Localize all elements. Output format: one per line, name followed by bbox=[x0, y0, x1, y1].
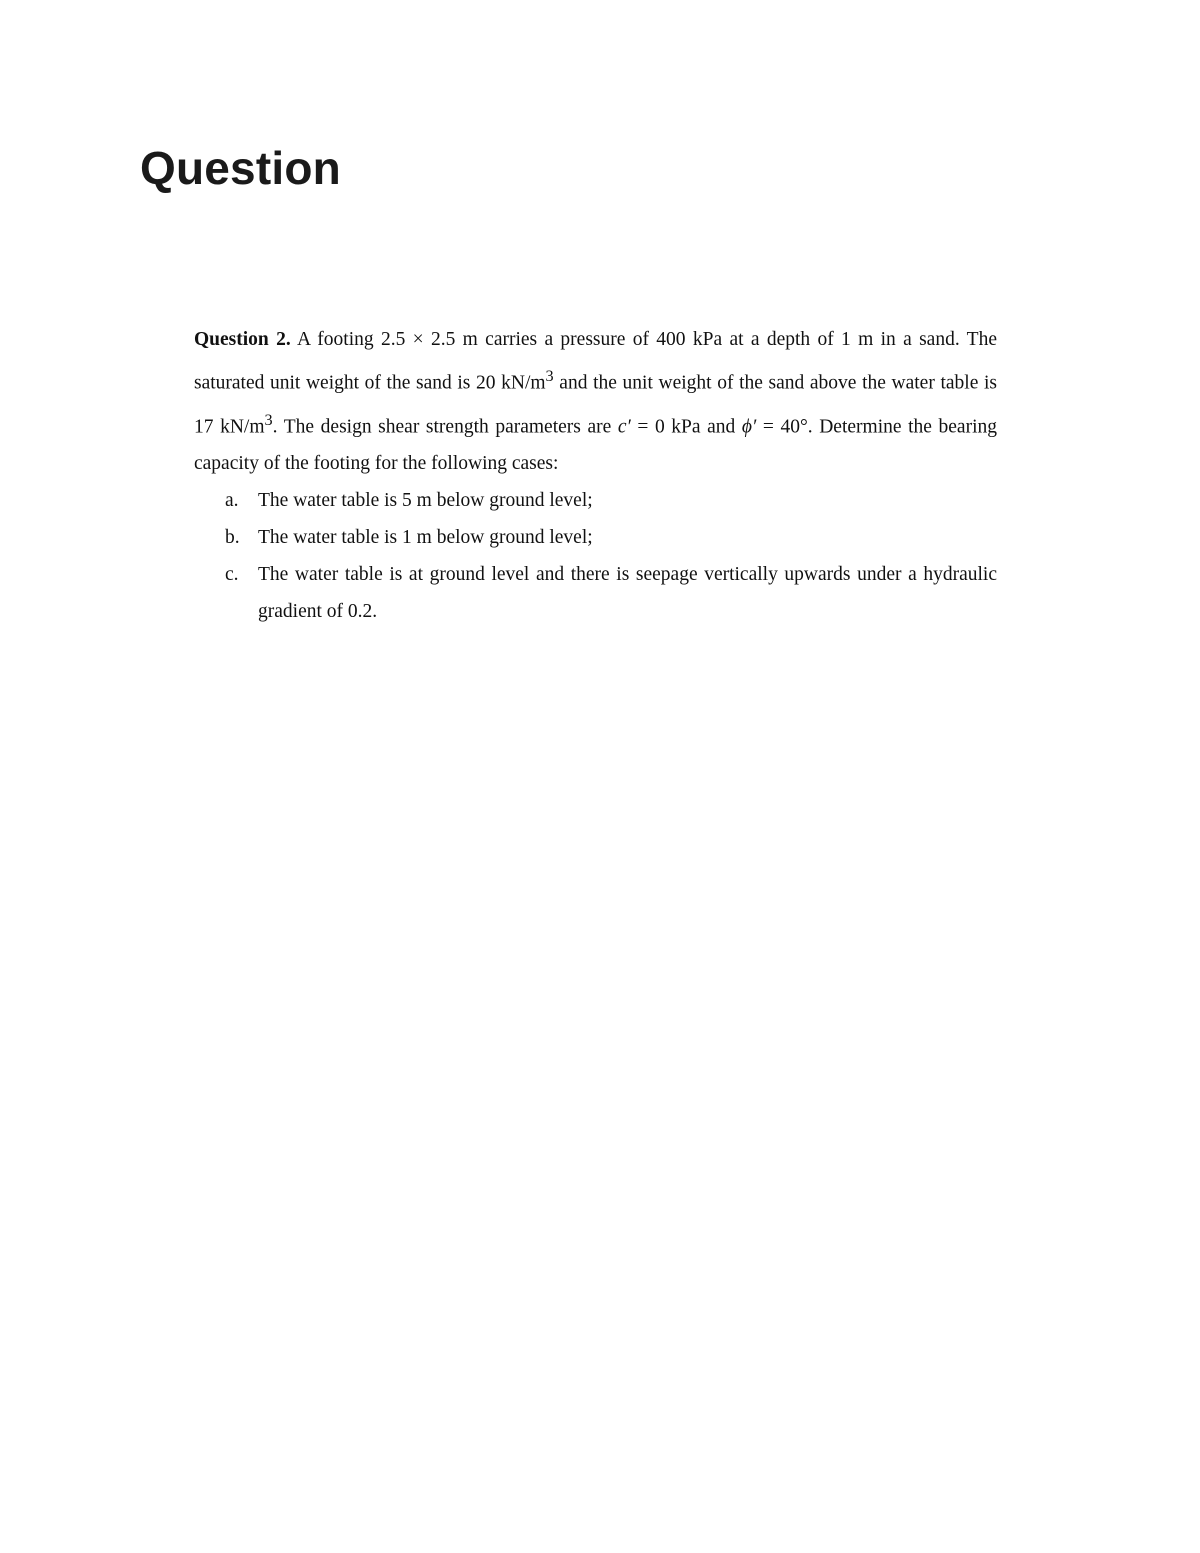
case-item-a bbox=[194, 482, 997, 519]
case-item-c bbox=[194, 556, 997, 630]
case-marker: b. bbox=[225, 527, 240, 548]
unit-superscript-2: 3 bbox=[264, 410, 273, 429]
case-text: The water table is 5 m below ground level; bbox=[258, 490, 593, 511]
question-text-part1: A footing 2.5 × 2.5 m carries a pressure of 400 kPa at a depth of 1 m in a sand. The saturated unit weight of the sand is 20 kN/m bbox=[194, 329, 998, 394]
unit-superscript-1: 3 bbox=[545, 367, 554, 385]
question-block bbox=[194, 321, 997, 630]
question-text-part3: . The design shear strength parameters are bbox=[272, 416, 618, 437]
cohesion-value: = 0 kPa and bbox=[630, 416, 742, 437]
question-number: Question 2. bbox=[194, 329, 291, 350]
question-paragraph bbox=[194, 321, 997, 482]
case-marker: a. bbox=[225, 490, 239, 511]
case-item-b bbox=[194, 519, 997, 556]
case-text: The water table is at ground level and there is seepage vertically upwards under a hydraulic gradient of 0.2. bbox=[258, 564, 997, 622]
case-list bbox=[194, 482, 997, 630]
case-text: The water table is 1 m below ground level; bbox=[258, 527, 593, 548]
case-marker: c. bbox=[225, 564, 239, 585]
page-heading: Question bbox=[140, 142, 341, 194]
cohesion-symbol: c′ bbox=[617, 416, 631, 437]
question-text-part2: and the unit weight of the sand above the water table is 17 kN/m bbox=[194, 372, 997, 437]
friction-angle-symbol: ϕ′ bbox=[741, 416, 757, 437]
question-prompt: Determine the bearing capacity of the footing for the following cases: bbox=[194, 416, 997, 474]
friction-angle-value: = 40°. bbox=[756, 416, 813, 437]
